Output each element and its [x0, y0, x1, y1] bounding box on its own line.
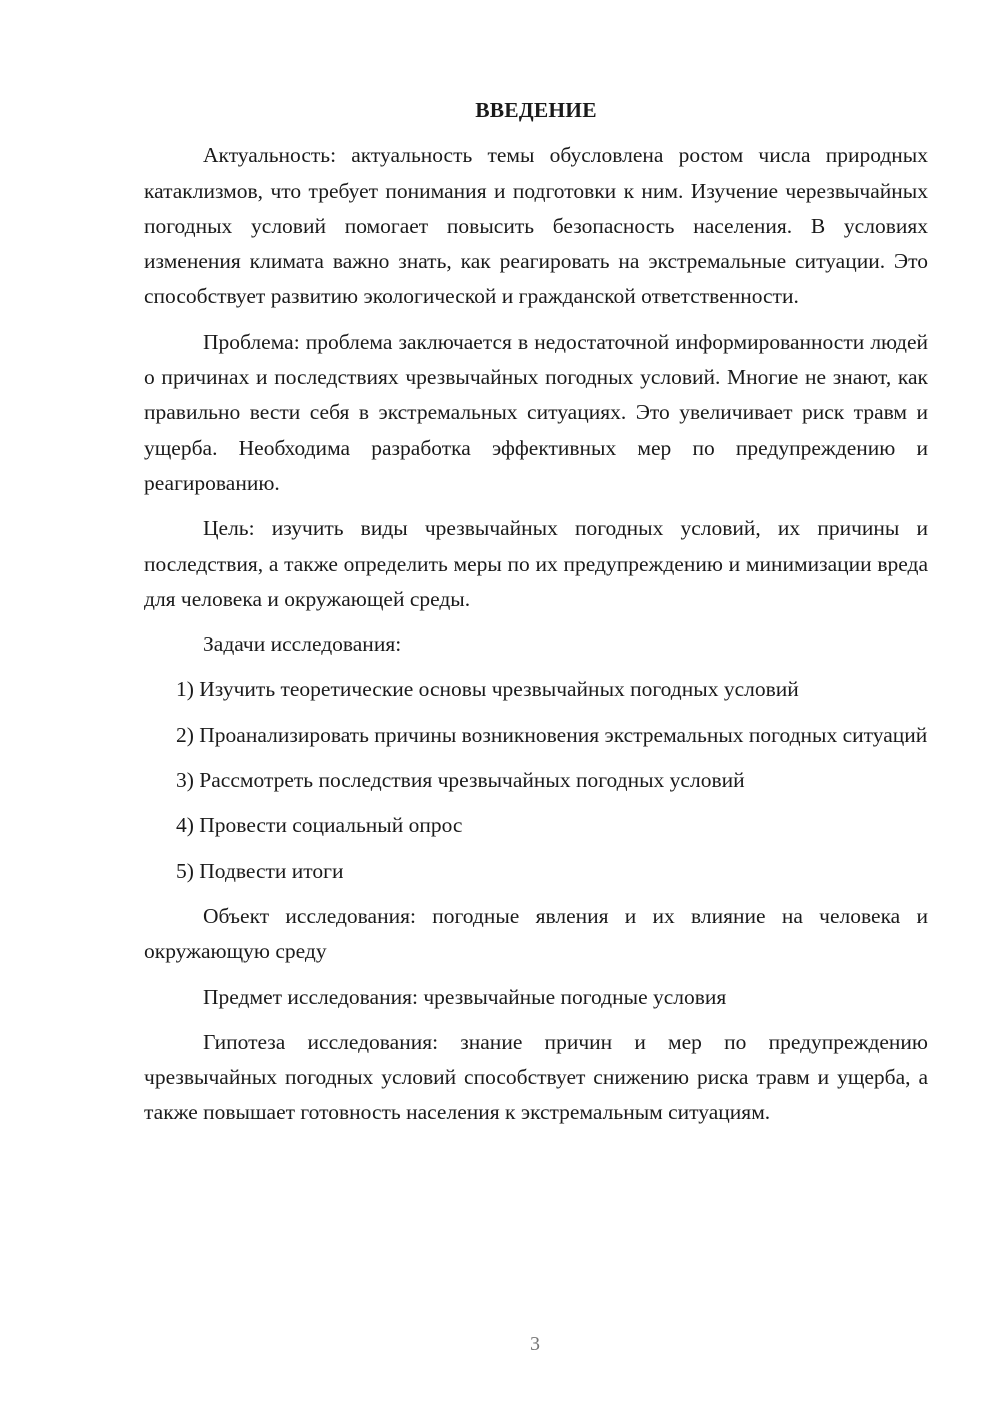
problem-paragraph: Проблема: проблема заключается в недостаточной информированности людей о причинах и последствиях чрезвычайных погодных условий. Многие не знают, как правильно вести себя в экстремальных ситуациях. Это увеличивает риск травм и ущерба. Необходима разработка эффективных мер по предупреждению и реагированию. — [144, 329, 928, 495]
task-item-2: 2) Проанализировать причины возникновения экстремальных погодных ситуаций — [176, 722, 928, 747]
relevance-paragraph: Актуальность: актуальность темы обусловлена ростом числа природных катаклизмов, что требует понимания и подготовки к ним. Изучение черезвычайных погодных условий помогает повысить безопасность населения. В условиях изменения климата важно знать, как реагировать на экстремальные ситуации. Это способствует развитию экологической и гражданской ответственности. — [144, 143, 928, 309]
object-paragraph: Объект исследования: погодные явления и их влияние на человека и окружающую среду — [144, 903, 928, 964]
subject-paragraph: Предмет исследования: чрезвычайные погодные условия — [203, 984, 727, 1009]
task-item-4: 4) Провести социальный опрос — [176, 813, 463, 838]
document-heading: ВВЕДЕНИЕ — [475, 98, 597, 122]
task-item-3: 3) Рассмотреть последствия чрезвычайных погодных условий — [176, 768, 745, 793]
task-item-1: 1) Изучить теоретические основы чрезвычайных погодных условий — [176, 677, 799, 702]
hypothesis-paragraph: Гипотеза исследования: знание причин и мер по предупреждению чрезвычайных погодных условий способствует снижению риска травм и ущерба, а также повышает готовность населения к экстремальным ситуациям. — [144, 1029, 928, 1125]
document-body — [144, 93, 928, 1141]
tasks-heading: Задачи исследования: — [203, 632, 402, 657]
task-item-5: 5) Подвести итоги — [176, 858, 344, 883]
page-number: 3 — [530, 1333, 540, 1355]
goal-paragraph: Цель: изучить виды чрезвычайных погодных условий, их причины и последствия, а также определить меры по их предупреждению и минимизации вреда для человека и окружающей среды. — [144, 516, 928, 611]
